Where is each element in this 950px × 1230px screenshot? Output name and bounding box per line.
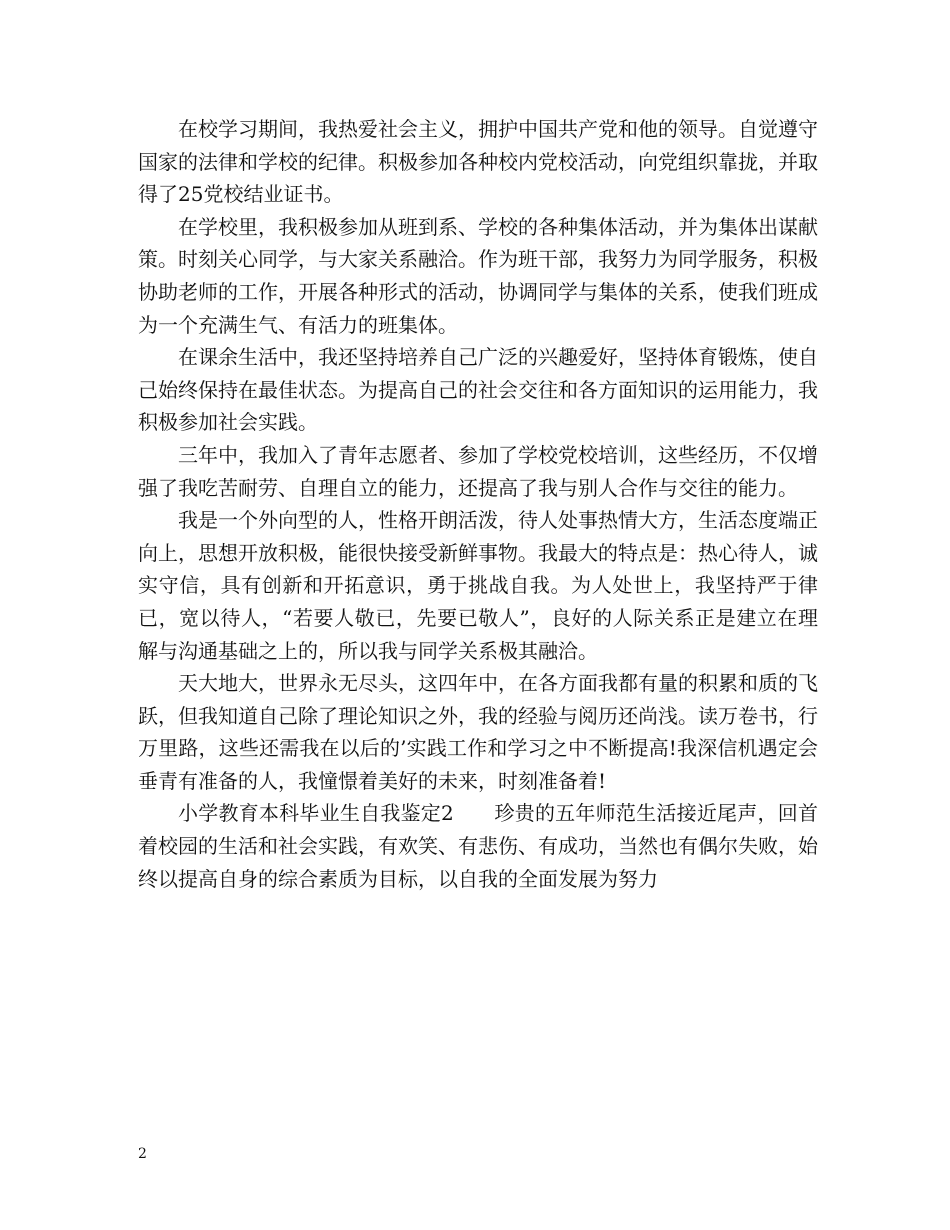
paragraph-personality: 我是一个外向型的人，性格开朗活泼，待人处事热情大方，生活态度端正向上，思想开放积极，能很快接受新鲜事物。我最大的特点是：热心待人，诚实守信，具有创新和开拓意识，勇于挑战自我。为人处世上，我坚持严于律已，宽以待人，“若要人敬已，先要已敬人”，良好的人际关系正是建立在理解与沟通基础之上的，所以我与同学关系极其融洽。 <box>138 508 818 663</box>
paragraph-self-assessment-2: 小学教育本科毕业生自我鉴定2 珍贵的五年师范生活接近尾声，回首着校园的生活和社会实践，有欢笑、有悲伤、有成功，当然也有偶尔失败，始终以提高自身的综合素质为目标，以自我的全面发展为努力 <box>138 801 818 891</box>
paragraph-political-study: 在校学习期间，我热爱社会主义，拥护中国共产党和他的领导。自觉遵守国家的法律和学校的纪律。积极参加各种校内党校活动，向党组织靠拢，并取得了25党校结业证书。 <box>138 117 818 207</box>
page-number: 2 <box>138 1146 147 1162</box>
paragraph-extracurricular: 在课余生活中，我还坚持培养自己广泛的兴趣爱好，坚持体育锻炼，使自己始终保持在最佳状态。为提高自己的社会交往和各方面知识的运用能力，我积极参加社会实践。 <box>138 345 818 435</box>
paragraph-future: 天大地大，世界永无尽头，这四年中，在各方面我都有量的积累和质的飞跃，但我知道自己除了理论知识之外，我的经验与阅历还尚浅。读万卷书，行万里路，这些还需我在以后的’实践工作和学习之中不断提高!我深信机遇定会垂青有准备的人，我憧憬着美好的未来，时刻准备着! <box>138 671 818 793</box>
paragraph-volunteer: 三年中，我加入了青年志愿者、参加了学校党校培训，这些经历，不仅增强了我吃苦耐劳、自理自立的能力，还提高了我与别人合作与交往的能力。 <box>138 442 818 500</box>
paragraph-school-activities: 在学校里，我积极参加从班到系、学校的各种集体活动，并为集体出谋献策。时刻关心同学，与大家关系融洽。作为班干部，我努力为同学服务，积极协助老师的工作，开展各种形式的活动，协调同学与集体的关系，使我们班成为一个充满生气、有活力的班集体。 <box>138 214 818 337</box>
document-body <box>138 113 818 895</box>
